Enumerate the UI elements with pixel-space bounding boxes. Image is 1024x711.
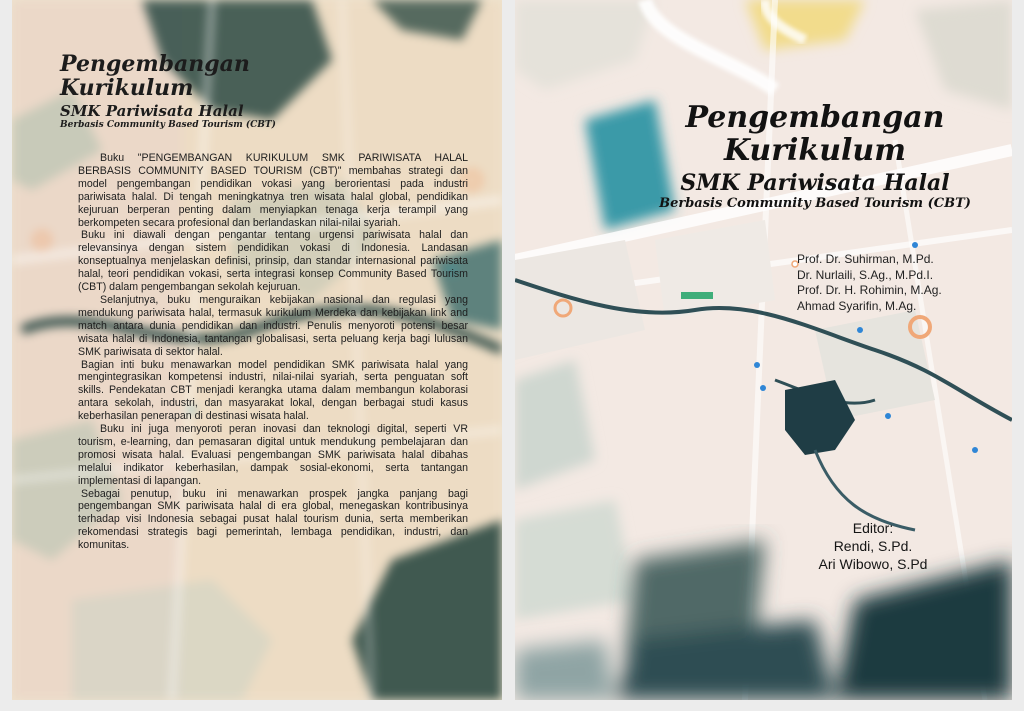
back-cover <box>12 0 502 700</box>
blurb-paragraph: Sebagai penutup, buku ini menawarkan prospek jangka panjang bagi pengembangan SMK pariwisata halal di era global, menegaskan kontribusinya terhadap visi Indonesia sebagai pusat halal tourism dunia, serta memberikan rekomendasi strategis bagi pemerintah, lembaga pendidikan, industri, dan komunitas. <box>78 487 468 552</box>
front-title-line1: Pengembangan <box>685 100 945 135</box>
author-name: Dr. Nurlaili, S.Ag., M.Pd.I. <box>797 267 934 282</box>
front-cover-title <box>645 102 985 212</box>
author-list <box>797 252 942 314</box>
back-title-line3: SMK Pariwisata Halal <box>60 102 244 120</box>
back-cover-blurb <box>78 152 468 552</box>
front-title-line3: SMK Pariwisata Halal <box>680 170 950 196</box>
back-title-line1: Pengembangan <box>60 51 250 77</box>
blurb-paragraph: Buku ini diawali dengan pengantar tentang urgensi pariwisata halal dan relevansinya dengan sistem pendidikan vokasi di Indonesia. Landasan konseptualnya menjelaskan definisi, prinsip, dan standar internasional pariwisata halal, teori pendidikan vokasi, serta integrasi konsep Community Based Tourism (CBT) dalam pengembangan sekolah kejuruan. <box>78 229 468 294</box>
author-name: Ahmad Syarifin, M.Ag. <box>797 298 917 313</box>
front-cover <box>515 0 1012 700</box>
front-title-line2: Kurikulum <box>724 133 906 168</box>
editor-block <box>793 519 953 573</box>
back-title-line4: Berbasis Community Based Tourism (CBT) <box>60 120 276 130</box>
editor-name: Ari Wibowo, S.Pd <box>818 556 928 572</box>
back-title-line2: Kurikulum <box>60 75 194 101</box>
editor-name: Rendi, S.Pd. <box>833 538 913 554</box>
blurb-paragraph: Bagian inti buku menawarkan model pendidikan SMK pariwisata halal yang mengintegrasikan kompetensi industri, nilai-nilai syariah, serta penguatan soft skills. Pendekatan CBT menjadi kerangka utama dalam membangun kolaborasi antara sekolah, industri, dan masyarakat lokal, dengan berbagai studi kasus keberhasilan penerapan di destinasi wisata halal. <box>78 358 468 423</box>
author-name: Prof. Dr. Suhirman, M.Pd. <box>797 252 934 266</box>
editor-label: Editor: <box>852 520 894 536</box>
blurb-paragraph: Selanjutnya, buku menguraikan kebijakan nasional dan regulasi yang mendukung pariwisata halal, termasuk kurikulum Merdeka dan kebijakan link and match antara dunia pendidikan dan industri. Penulis menyoroti potensi besar wisata halal di Indonesia, tantangan globalisasi, serta peluang kerja bagi lulusan SMK pariwisata di sektor halal. <box>78 293 468 358</box>
blurb-paragraph: Buku ini juga menyoroti peran inovasi dan teknologi digital, seperti VR tourism, e-learning, dan pemasaran digital untuk mendukung pembelajaran dan promosi wisata halal. Evaluasi pengembangan SMK pariwisata halal dibahas melalui indikator keberhasilan, dampak sosial-ekonomi, serta tantangan implementasi di lapangan. <box>78 423 468 487</box>
front-title-line4: Berbasis Community Based Tourism (CBT) <box>659 196 971 211</box>
author-name: Prof. Dr. H. Rohimin, M.Ag. <box>797 283 942 297</box>
back-cover-title <box>60 52 276 131</box>
blurb-paragraph: Buku "PENGEMBANGAN KURIKULUM SMK PARIWISATA HALAL BERBASIS COMMUNITY BASED TOURISM (CBT)" membahas strategi dan model pengembangan pendidikan vokasi yang berorientasi pada industri pariwisata halal. Di tengah meningkatnya tren wisata halal global, pendidikan kejuruan berperan penting dalam menyiapkan tenaga kerja terampil yang berkompeten secara profesional dan berlandaskan nilai-nilai syariah. <box>78 152 468 229</box>
